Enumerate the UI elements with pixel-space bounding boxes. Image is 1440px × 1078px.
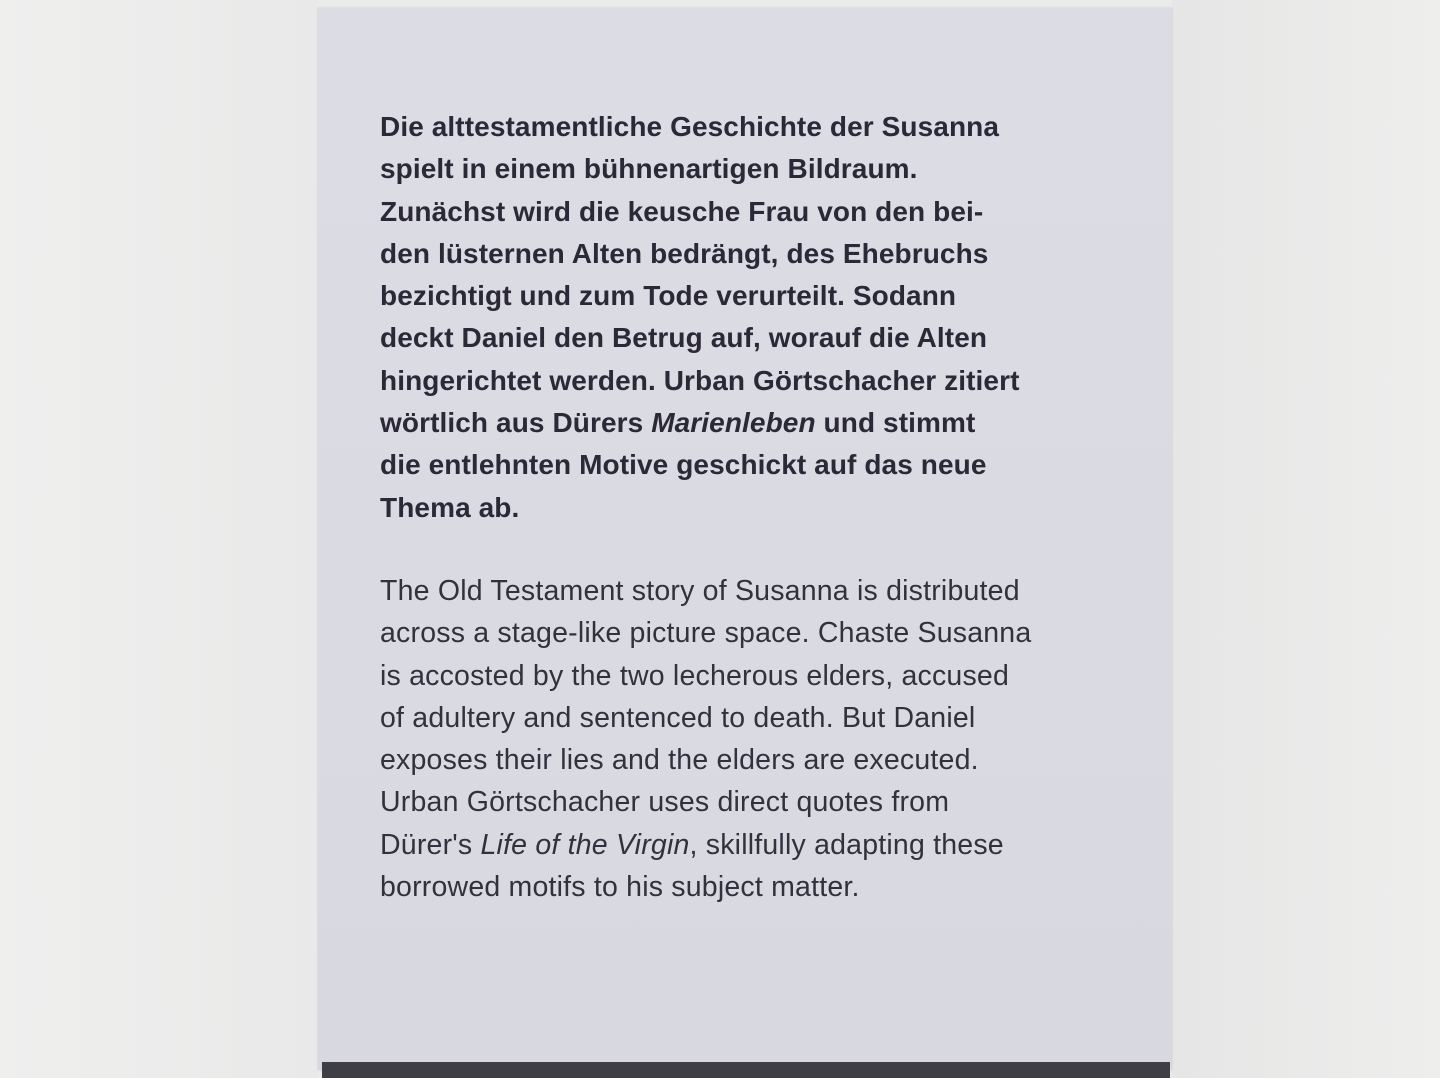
german-text: [380, 106, 1020, 529]
english-line: [380, 824, 1031, 866]
text-segment: Dürer's: [380, 828, 481, 861]
wall-right: [1172, 0, 1440, 1078]
english-text: [380, 570, 1031, 908]
german-line: [380, 148, 1020, 190]
english-line: [380, 739, 1031, 781]
text-segment: The Old Testament story of Susanna is distributed: [380, 575, 1020, 607]
text-segment: bezichtigt und zum Tode verurteilt. Sodann: [380, 280, 957, 312]
english-line: [380, 866, 1031, 908]
english-line: [380, 781, 1031, 823]
text-segment: of adultery and sentenced to death. But Daniel: [380, 701, 976, 734]
text-segment: den lüsternen Alten bedrängt, des Ehebruchs: [380, 237, 989, 269]
wall-left: [0, 0, 318, 1078]
text-segment: hingerichtet werden. Urban Görtschacher zitiert: [380, 364, 1020, 396]
text-segment: borrowed motifs to his subject matter.: [380, 871, 860, 904]
text-segment: exposes their lies and the elders are executed.: [380, 744, 979, 777]
english-line: [380, 612, 1031, 654]
panel-bottom-edge: [322, 1062, 1170, 1078]
german-line: [380, 233, 1020, 275]
italic-title: Marienleben: [651, 407, 816, 439]
german-line: [380, 275, 1020, 317]
english-line: [380, 697, 1031, 739]
text-segment: Die alttestamentliche Geschichte der Susanna: [380, 111, 1000, 142]
text-segment: Zunächst wird die keusche Frau von den bei-: [380, 195, 984, 227]
text-segment: Urban Görtschacher uses direct quotes from: [380, 786, 950, 819]
german-line: [380, 360, 1020, 402]
text-segment: die entlehnten Motive geschickt auf das neue: [380, 449, 987, 481]
text-segment: is accosted by the two lecherous elders, accused: [380, 659, 1010, 692]
german-line: [380, 444, 1020, 486]
german-line: [380, 317, 1020, 359]
text-segment: , skillfully adapting these: [689, 828, 1004, 861]
english-line: [380, 655, 1031, 697]
text-segment: spielt in einem bühnenartigen Bildraum.: [380, 153, 918, 185]
text-segment: deckt Daniel den Betrug auf, worauf die Alten: [380, 322, 988, 354]
text-segment: across a stage-like picture space. Chaste Susanna: [380, 617, 1032, 650]
german-line: [380, 402, 1020, 444]
english-line: [380, 570, 1031, 612]
german-line: [380, 487, 1020, 529]
text-segment: wörtlich aus Dürers: [380, 407, 652, 439]
text-segment: Thema ab.: [380, 491, 520, 523]
german-line: [380, 106, 1020, 148]
text-segment: und stimmt: [815, 407, 976, 439]
german-line: [380, 191, 1020, 233]
italic-title: Life of the Virgin: [480, 828, 690, 861]
